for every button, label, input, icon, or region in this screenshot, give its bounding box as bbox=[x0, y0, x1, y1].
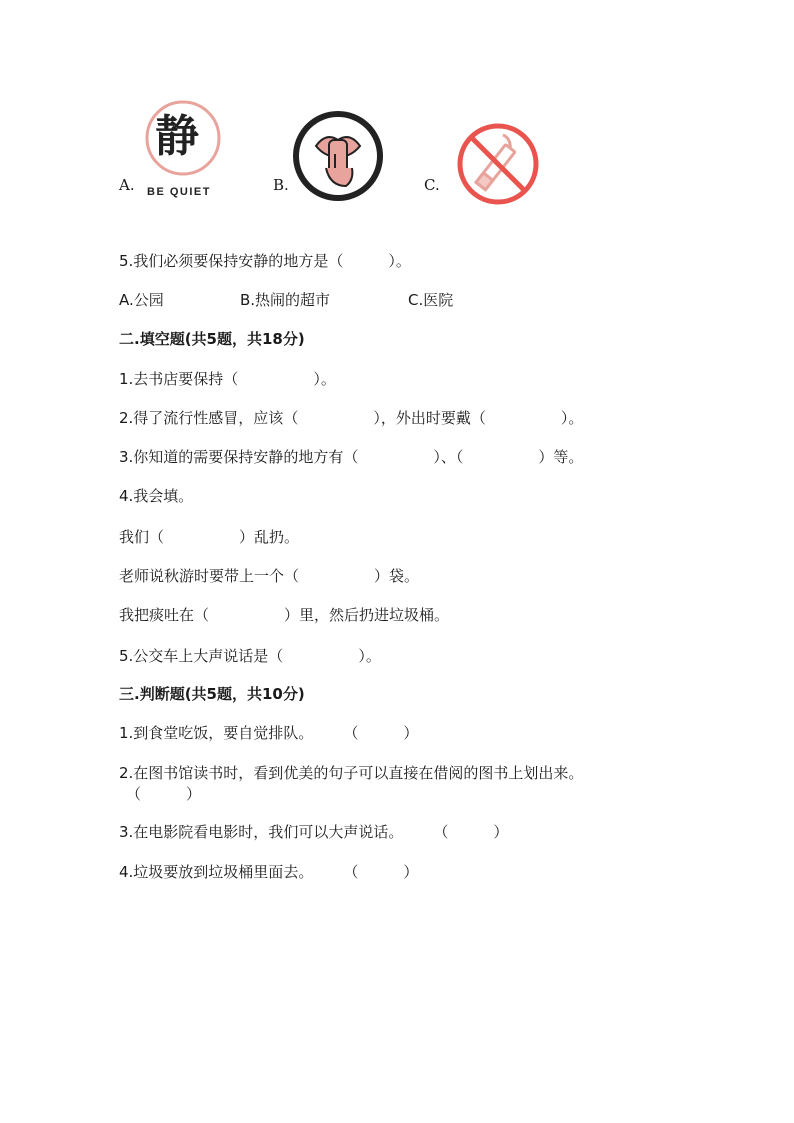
fill-item: 2.得了流行性感冒，应该（ ），外出时要戴（ ）。 bbox=[119, 409, 584, 427]
fill-item: 3.你知道的需要保持安静的地方有（ ）、（ ）等。 bbox=[119, 448, 584, 466]
judge-item-blank: （ ） bbox=[126, 785, 202, 803]
section-2-title: 二.填空题(共5题，共18分) bbox=[119, 330, 305, 348]
question-5: 5.我们必须要保持安静的地方是（ ）。 bbox=[119, 252, 411, 270]
fill-item: 我把痰吐在（ ）里，然后扔进垃圾桶。 bbox=[119, 606, 450, 624]
fill-item: 5.公交车上大声说话是（ ）。 bbox=[119, 647, 381, 665]
fill-item: 我们（ ）乱扔。 bbox=[119, 528, 300, 546]
section-3-title: 三.判断题(共5题，共10分) bbox=[119, 685, 305, 703]
quiet-sign-caption: BE QUIET bbox=[147, 186, 211, 198]
shush-finger-icon bbox=[292, 110, 384, 202]
fill-item: 4.我会填。 bbox=[119, 487, 194, 505]
option-b-letter: B. bbox=[273, 176, 289, 194]
judge-item: 2.在图书馆读书时，看到优美的句子可以直接在借阅的图书上划出来。 bbox=[119, 764, 584, 782]
judge-item: 3.在电影院看电影时，我们可以大声说话。 （ ） bbox=[119, 823, 509, 841]
q5-option-b: B.热闹的超市 bbox=[240, 291, 331, 309]
judge-item: 4.垃圾要放到垃圾桶里面去。 （ ） bbox=[119, 863, 419, 881]
q5-option-c: C.医院 bbox=[408, 291, 454, 309]
fill-item: 老师说秋游时要带上一个（ ）袋。 bbox=[119, 567, 420, 585]
fill-item: 1.去书店要保持（ ）。 bbox=[119, 370, 336, 388]
quiet-sign-char: 静 bbox=[155, 111, 199, 162]
q5-option-a: A.公园 bbox=[119, 291, 164, 309]
no-smoking-icon bbox=[455, 122, 543, 210]
judge-item: 1.到食堂吃饭，要自觉排队。 （ ） bbox=[119, 724, 419, 742]
option-c-letter: C. bbox=[424, 176, 440, 194]
option-a-letter: A. bbox=[119, 176, 135, 194]
quiet-sign-icon bbox=[143, 100, 227, 204]
